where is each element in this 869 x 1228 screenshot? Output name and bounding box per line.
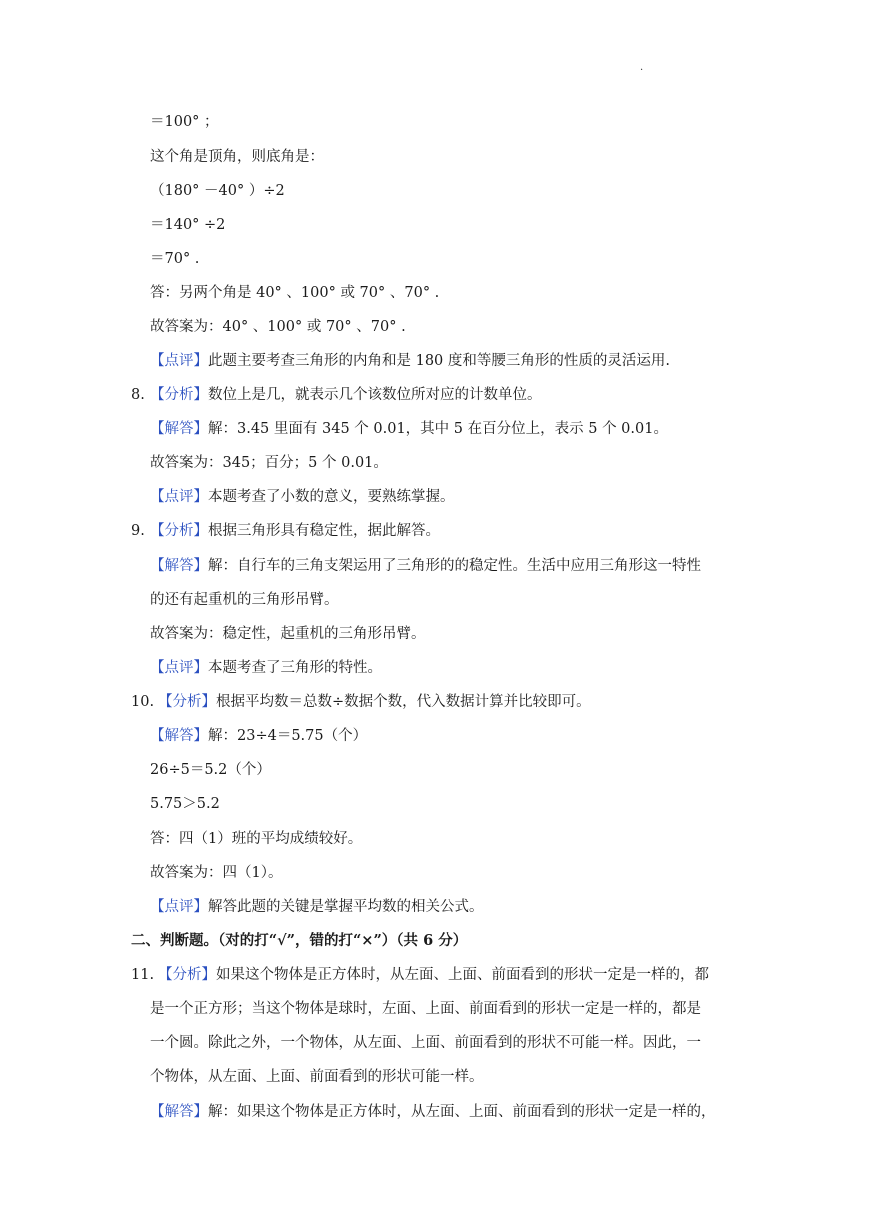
comment-line: 【点评】本题考查了三角形的特性。 — [150, 660, 382, 676]
comment-tag: 【点评】 — [150, 660, 208, 676]
header-mark: . — [640, 62, 644, 73]
text-line: 故答案为：四（1）。 — [150, 865, 283, 881]
answer-tag: 【解答】 — [150, 1104, 208, 1120]
comment-tag: 【点评】 — [150, 353, 208, 369]
text-line: 的还有起重机的三角形吊臂。 — [150, 592, 339, 608]
section-heading: 二、判断题。（对的打“√”，错的打“×”）（共 6 分） — [131, 932, 468, 949]
text-line: ＝70° . — [150, 251, 200, 267]
comment-tag: 【点评】 — [150, 489, 208, 505]
text-line: 26÷5＝5.2（个） — [150, 762, 271, 778]
analysis-tag: 【分析】 — [150, 387, 208, 403]
text-line: 答：四（1）班的平均成绩较好。 — [150, 831, 363, 847]
comment-line: 【点评】本题考查了小数的意义，要熟练掌握。 — [150, 489, 455, 505]
question-11-analysis: 11. 【分析】如果这个物体是正方体时，从左面、上面、前面看到的形状一定是一样的，都 — [131, 967, 709, 983]
text-line: 5.75＞5.2 — [150, 796, 220, 812]
answer-line: 【解答】解：3.45 里面有 345 个 0.01，其中 5 在百分位上，表示 5 个 0.01。 — [150, 421, 668, 437]
answer-line: 【解答】解：如果这个物体是正方体时，从左面、上面、前面看到的形状一定是一样的， — [150, 1104, 716, 1120]
analysis-tag: 【分析】 — [150, 523, 208, 539]
text-line: 是一个正方形；当这个物体是球时，左面、上面、前面看到的形状一定是一样的，都是 — [150, 1001, 701, 1017]
text-line: 故答案为：40° 、100° 或 70° 、70° . — [150, 319, 406, 335]
answer-tag: 【解答】 — [150, 558, 208, 574]
text-line: 这个角是顶角，则底角是： — [150, 149, 324, 165]
question-9-analysis: 9. 【分析】根据三角形具有稳定性，据此解答。 — [131, 523, 440, 539]
text-line: 答：另两个角是 40° 、100° 或 70° 、70° . — [150, 285, 440, 301]
analysis-tag: 【分析】 — [158, 694, 216, 710]
answer-tag: 【解答】 — [150, 728, 208, 744]
text-line: 一个圆。除此之外，一个物体，从左面、上面、前面看到的形状不可能一样。因此，一 — [150, 1035, 701, 1051]
answer-line: 【解答】解：23÷4＝5.75（个） — [150, 728, 368, 744]
text-line: ＝140° ÷2 — [150, 217, 226, 233]
answer-tag: 【解答】 — [150, 421, 208, 437]
answer-line: 【解答】解：自行车的三角支架运用了三角形的的稳定性。生活中应用三角形这一特性 — [150, 558, 701, 574]
text-line: （180° －40° ）÷2 — [150, 183, 285, 199]
comment-line: 【点评】此题主要考查三角形的内角和是 180 度和等腰三角形的性质的灵活运用. — [150, 353, 671, 369]
text-line: 故答案为：稳定性，起重机的三角形吊臂。 — [150, 626, 426, 642]
text-line: 故答案为：345；百分；5 个 0.01。 — [150, 455, 388, 471]
comment-line: 【点评】解答此题的关键是掌握平均数的相关公式。 — [150, 899, 484, 915]
comment-tag: 【点评】 — [150, 899, 208, 915]
question-10-analysis: 10. 【分析】根据平均数＝总数÷数据个数，代入数据计算并比较即可。 — [131, 694, 591, 710]
analysis-tag: 【分析】 — [158, 967, 216, 983]
text-line: ＝100° ； — [150, 114, 219, 130]
question-8-analysis: 8. 【分析】数位上是几，就表示几个该数位所对应的计数单位。 — [131, 387, 542, 403]
text-line: 个物体，从左面、上面、前面看到的形状可能一样。 — [150, 1069, 484, 1085]
